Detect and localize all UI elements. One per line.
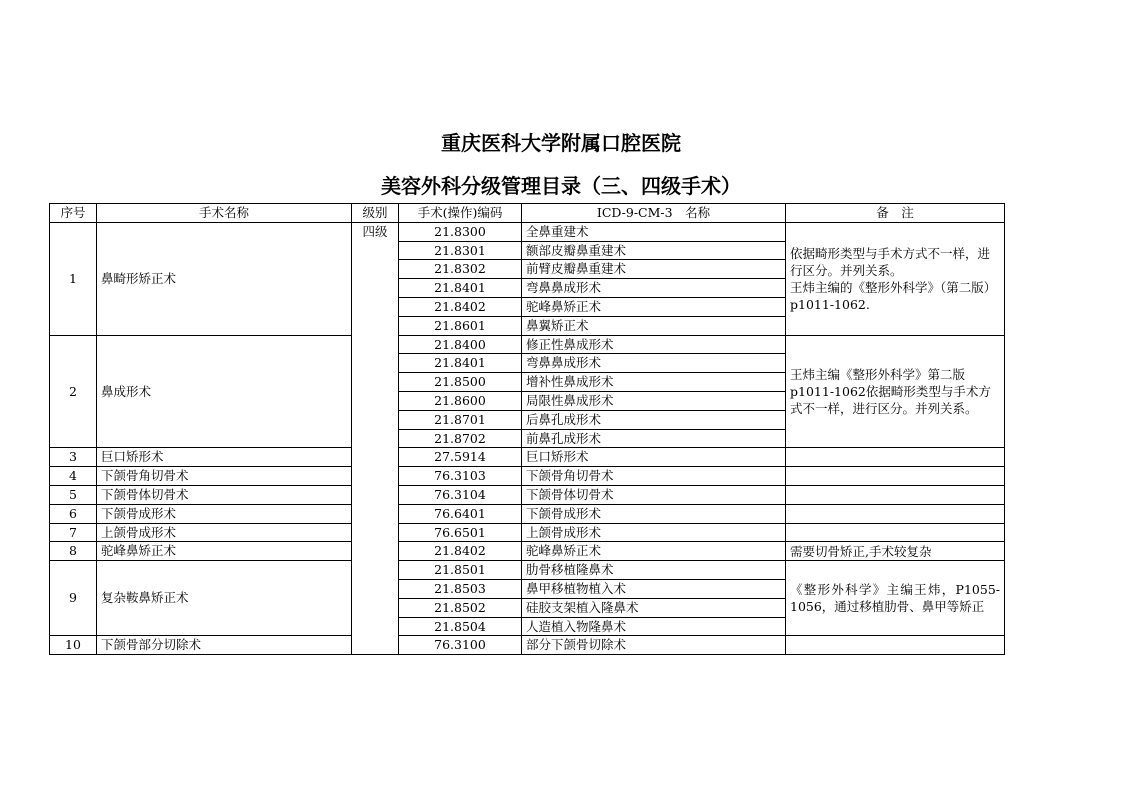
table-row: [50, 335, 1005, 354]
surgery-name: 鼻成形术: [97, 335, 352, 448]
operation-code: 76.3100: [399, 636, 522, 655]
icd-name: 上颌骨成形术: [522, 523, 786, 542]
note-cell: 王炜主编《整形外科学》第二版p1011-1062依据畸形类型与手术方式不一样，进行区分。并列关系。: [786, 335, 1005, 448]
icd-name: 下颌骨成形术: [522, 504, 786, 523]
surgery-name: 鼻畸形矫正术: [97, 222, 352, 335]
header-note: 备 注: [786, 204, 1005, 223]
table-body: [50, 222, 1005, 654]
surgery-name: 复杂鞍鼻矫正术: [97, 561, 352, 636]
surgery-name: 驼峰鼻矫正术: [97, 542, 352, 561]
icd-name: 弯鼻鼻成形术: [522, 279, 786, 298]
icd-name: 全鼻重建术: [522, 222, 786, 241]
table-row: [50, 467, 1005, 486]
note-cell: 依据畸形类型与手术方式不一样，进行区分。并列关系。 王炜主编的《整形外科学》（第二版）p1011-1062.: [786, 222, 1005, 335]
icd-name: 驼峰鼻矫正术: [522, 542, 786, 561]
operation-code: 21.8600: [399, 391, 522, 410]
operation-code: 21.8503: [399, 579, 522, 598]
icd-name: 弯鼻鼻成形术: [522, 354, 786, 373]
icd-name: 后鼻孔成形术: [522, 410, 786, 429]
icd-name: 局限性鼻成形术: [522, 391, 786, 410]
table-row: [50, 523, 1005, 542]
grade-cell: 四级: [352, 222, 399, 654]
surgery-catalog-table: [49, 203, 1005, 655]
row-number: 1: [50, 222, 97, 335]
operation-code: 21.8601: [399, 316, 522, 335]
note-cell: [786, 448, 1005, 467]
operation-code: 21.8400: [399, 335, 522, 354]
icd-name: 额部皮瓣鼻重建术: [522, 241, 786, 260]
surgery-name: 巨口矫形术: [97, 448, 352, 467]
row-number: 4: [50, 467, 97, 486]
icd-name: 下颌骨体切骨术: [522, 485, 786, 504]
table-row: [50, 561, 1005, 580]
note-cell: 《整形外科学》主编王炜，P1055-1056，通过移植肋骨、鼻甲等矫正: [786, 561, 1005, 636]
surgery-name: 下颌骨成形术: [97, 504, 352, 523]
operation-code: 21.8702: [399, 429, 522, 448]
icd-name: 部分下颌骨切除术: [522, 636, 786, 655]
operation-code: 21.8502: [399, 598, 522, 617]
note-cell: [786, 504, 1005, 523]
icd-name: 人造植入物隆鼻术: [522, 617, 786, 636]
icd-name: 下颌骨角切骨术: [522, 467, 786, 486]
operation-code: 21.8504: [399, 617, 522, 636]
icd-name: 巨口矫形术: [522, 448, 786, 467]
note-cell: [786, 523, 1005, 542]
operation-code: 21.8401: [399, 354, 522, 373]
operation-code: 21.8301: [399, 241, 522, 260]
icd-name: 修正性鼻成形术: [522, 335, 786, 354]
hospital-title: 重庆医科大学附属口腔医院: [441, 131, 681, 155]
table-row: [50, 504, 1005, 523]
operation-code: 76.6401: [399, 504, 522, 523]
row-number: 8: [50, 542, 97, 561]
row-number: 9: [50, 561, 97, 636]
operation-code: 21.8500: [399, 373, 522, 392]
operation-code: 76.6501: [399, 523, 522, 542]
header-no: 序号: [50, 204, 97, 223]
row-number: 6: [50, 504, 97, 523]
table-row: [50, 222, 1005, 241]
icd-name: 驼峰鼻矫正术: [522, 297, 786, 316]
icd-name: 前臂皮瓣鼻重建术: [522, 260, 786, 279]
surgery-name: 下颌骨体切骨术: [97, 485, 352, 504]
note-cell: [786, 467, 1005, 486]
page-title: 美容外科分级管理目录（三、四级手术）: [381, 174, 741, 198]
operation-code: 21.8401: [399, 279, 522, 298]
row-number: 10: [50, 636, 97, 655]
header-name: 手术名称: [97, 204, 352, 223]
row-number: 5: [50, 485, 97, 504]
operation-code: 21.8302: [399, 260, 522, 279]
header-code: 手术(操作)编码: [399, 204, 522, 223]
operation-code: 21.8501: [399, 561, 522, 580]
note-cell: 需要切骨矫正,手术较复杂: [786, 542, 1005, 561]
operation-code: 27.5914: [399, 448, 522, 467]
row-number: 2: [50, 335, 97, 448]
note-cell: [786, 636, 1005, 655]
header-icd-name: ICD-9-CM-3 名称: [522, 204, 786, 223]
table-row: [50, 636, 1005, 655]
table-header-row: [50, 204, 1005, 223]
operation-code: 76.3104: [399, 485, 522, 504]
operation-code: 21.8300: [399, 222, 522, 241]
surgery-name: 下颌骨部分切除术: [97, 636, 352, 655]
icd-name: 肋骨移植隆鼻术: [522, 561, 786, 580]
header-grade: 级别: [352, 204, 399, 223]
operation-code: 76.3103: [399, 467, 522, 486]
note-cell: [786, 485, 1005, 504]
icd-name: 前鼻孔成形术: [522, 429, 786, 448]
operation-code: 21.8402: [399, 297, 522, 316]
icd-name: 鼻翼矫正术: [522, 316, 786, 335]
table-row: [50, 485, 1005, 504]
operation-code: 21.8402: [399, 542, 522, 561]
icd-name: 硅胶支架植入隆鼻术: [522, 598, 786, 617]
table-row: [50, 542, 1005, 561]
surgery-name: 上颌骨成形术: [97, 523, 352, 542]
row-number: 3: [50, 448, 97, 467]
operation-code: 21.8701: [399, 410, 522, 429]
icd-name: 增补性鼻成形术: [522, 373, 786, 392]
surgery-name: 下颌骨角切骨术: [97, 467, 352, 486]
icd-name: 鼻甲移植物植入术: [522, 579, 786, 598]
table-row: [50, 448, 1005, 467]
row-number: 7: [50, 523, 97, 542]
